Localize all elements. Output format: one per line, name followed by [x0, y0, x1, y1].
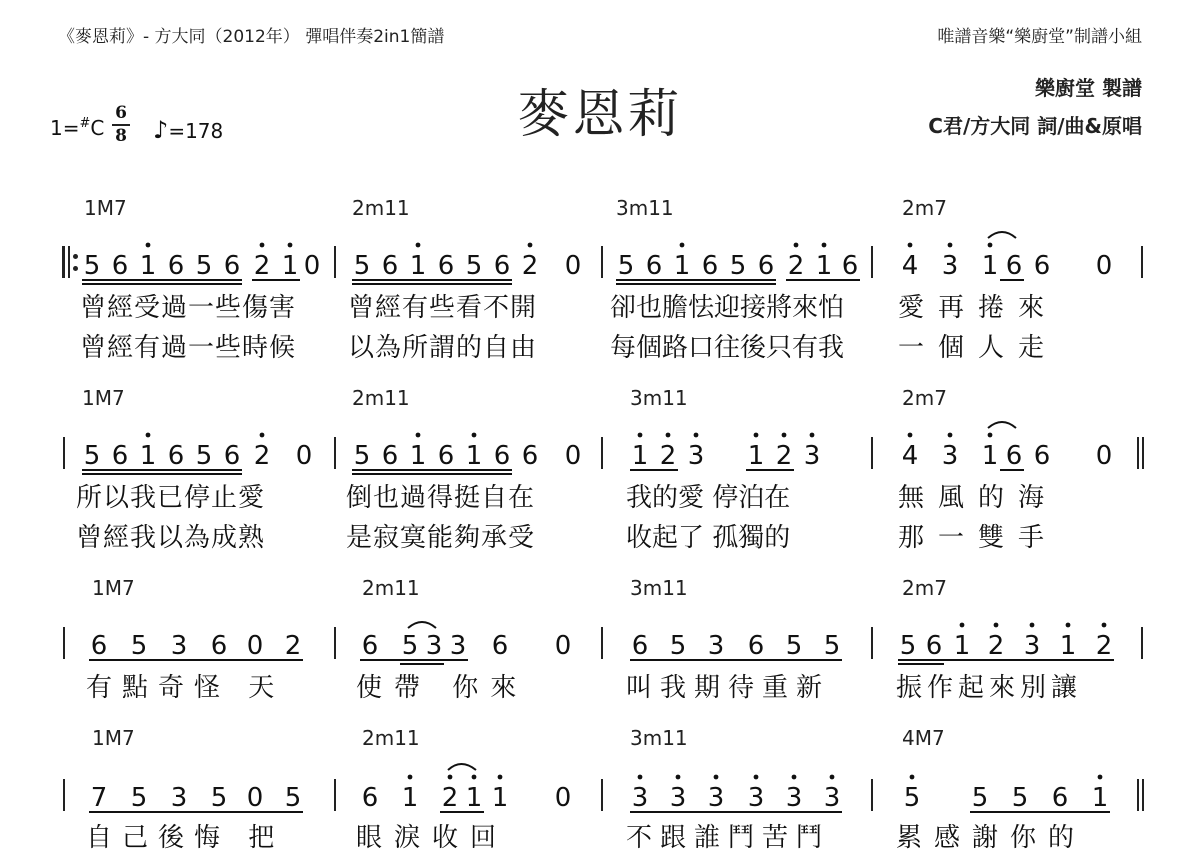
svg-text:3: 3 [941, 251, 959, 281]
svg-text:3: 3 [425, 631, 443, 661]
lyric-line: 那一雙手 [898, 523, 1059, 553]
note: 2 [253, 251, 271, 281]
chord: 2m7 [902, 196, 947, 220]
svg-text:1: 1 [981, 251, 999, 281]
svg-text:6: 6 [757, 251, 775, 281]
lyric-line: 自己後悔 把 [86, 823, 285, 850]
svg-text:1: 1 [747, 441, 765, 471]
chord: 2m11 [352, 386, 410, 410]
svg-text:3: 3 [631, 783, 649, 813]
svg-text:6: 6 [223, 441, 241, 471]
chord: 3m11 [630, 576, 688, 600]
svg-text:5: 5 [899, 631, 917, 661]
svg-text:5: 5 [1011, 783, 1029, 813]
svg-text:6: 6 [1033, 441, 1051, 471]
svg-text:5: 5 [210, 783, 228, 813]
key-note: C [90, 116, 105, 140]
svg-text:5: 5 [465, 251, 483, 281]
lyric-line: 愛再捲來 [898, 293, 1059, 323]
svg-text:5: 5 [83, 441, 101, 471]
svg-text:3: 3 [707, 783, 725, 813]
chord: 4M7 [902, 726, 945, 750]
lyric-line: 以為所謂的自由 [348, 333, 538, 363]
page-title: 麥恩莉 [517, 85, 683, 145]
chord: 2m7 [902, 386, 947, 410]
arranger-credit: 樂廚堂 製譜 [1035, 76, 1142, 100]
svg-text:0: 0 [554, 631, 572, 661]
svg-text:5: 5 [971, 783, 989, 813]
svg-text:2: 2 [441, 783, 459, 813]
svg-text:1: 1 [409, 251, 427, 281]
svg-text:0: 0 [246, 783, 264, 813]
svg-text:5: 5 [669, 631, 687, 661]
eighth-note-icon: ♪ [153, 116, 169, 144]
svg-text:6: 6 [1005, 441, 1023, 471]
chord: 1M7 [92, 576, 135, 600]
svg-text:6: 6 [437, 441, 455, 471]
svg-text:6: 6 [701, 251, 719, 281]
svg-text:0: 0 [295, 441, 313, 471]
note: 0 [303, 251, 321, 281]
svg-text:4: 4 [901, 251, 919, 281]
svg-text:6: 6 [437, 251, 455, 281]
note: 1 [281, 251, 299, 281]
svg-text:5: 5 [353, 251, 371, 281]
svg-text:4: 4 [901, 441, 919, 471]
svg-text:5: 5 [785, 631, 803, 661]
svg-text:5: 5 [130, 783, 148, 813]
chord: 1M7 [92, 726, 135, 750]
lyric-line: 曾經我以為成熟 [76, 523, 266, 553]
svg-text:1: 1 [409, 441, 427, 471]
svg-text:0: 0 [564, 251, 582, 281]
svg-text:6: 6 [381, 441, 399, 471]
lyric-line: 累感謝你的 [896, 823, 1087, 850]
svg-text:6: 6 [645, 251, 663, 281]
chord: 2m11 [362, 726, 420, 750]
svg-text:5: 5 [130, 631, 148, 661]
measure-notes [354, 251, 582, 281]
svg-text:1: 1 [401, 783, 419, 813]
chord: 3m11 [616, 196, 674, 220]
svg-text:1: 1 [815, 251, 833, 281]
svg-text:3: 3 [170, 631, 188, 661]
svg-text:6: 6 [361, 783, 379, 813]
svg-text:0: 0 [554, 783, 572, 813]
note: 1 [139, 251, 157, 281]
svg-text:3: 3 [785, 783, 803, 813]
svg-text:6: 6 [111, 441, 129, 471]
svg-text:6: 6 [493, 251, 511, 281]
svg-text:5: 5 [903, 783, 921, 813]
lyric-line: 倒也過得挺自在 [346, 483, 536, 513]
measure-notes [902, 251, 1113, 281]
svg-text:6: 6 [1005, 251, 1023, 281]
svg-text:6: 6 [1051, 783, 1069, 813]
svg-text:6: 6 [90, 631, 108, 661]
svg-text:1: 1 [1091, 783, 1109, 813]
svg-text:3: 3 [1023, 631, 1041, 661]
svg-text:6: 6 [841, 251, 859, 281]
lyric-line: 叫我期待重新 [626, 673, 831, 703]
lyric-line: 每個路口往後只有我 [610, 333, 845, 363]
note: 5 [83, 251, 101, 281]
header-song-info: 《麥恩莉》- 方大同（2012年） 彈唱伴奏2in1簡譜 [58, 27, 445, 47]
svg-text:6: 6 [210, 631, 228, 661]
lyric-line: 不跟誰鬥苦鬥 [626, 823, 831, 850]
svg-text:3: 3 [941, 441, 959, 471]
svg-text:6: 6 [381, 251, 399, 281]
chord: 1M7 [82, 386, 125, 410]
svg-text:3: 3 [669, 783, 687, 813]
svg-text:6: 6 [167, 441, 185, 471]
measure-notes [618, 251, 859, 281]
svg-text:0: 0 [1095, 251, 1113, 281]
lyric-line: 是寂寞能夠承受 [346, 523, 536, 553]
chord: 2m11 [352, 196, 410, 220]
svg-text:3: 3 [707, 631, 725, 661]
lyric-line: 一個人走 [898, 333, 1059, 363]
svg-text:0: 0 [1095, 441, 1113, 471]
note: 5 [195, 251, 213, 281]
lyric-line: 我的愛 停泊在 [626, 483, 791, 513]
svg-text:5: 5 [823, 631, 841, 661]
svg-text:5: 5 [353, 441, 371, 471]
chord: 2m7 [902, 576, 947, 600]
svg-text:6: 6 [747, 631, 765, 661]
svg-text:7: 7 [90, 783, 108, 813]
svg-text:2: 2 [987, 631, 1005, 661]
svg-text:6: 6 [1033, 251, 1051, 281]
svg-text:1: 1 [465, 441, 483, 471]
svg-text:6: 6 [491, 631, 509, 661]
svg-text:3: 3 [170, 783, 188, 813]
lyric-line: 曾經有過一些時候 [80, 333, 297, 363]
chord: 1M7 [84, 196, 127, 220]
svg-text:2: 2 [284, 631, 302, 661]
sharp-sign: # [79, 116, 91, 131]
svg-text:2: 2 [1095, 631, 1113, 661]
svg-text:1: 1 [139, 441, 157, 471]
svg-text:1: 1 [981, 441, 999, 471]
author-credit: C君/方大同 詞/曲&原唱 [928, 114, 1142, 138]
svg-text:2: 2 [659, 441, 677, 471]
svg-text:5: 5 [195, 441, 213, 471]
svg-text:3: 3 [803, 441, 821, 471]
time-denominator: 8 [115, 126, 127, 146]
chord: 2m11 [362, 576, 420, 600]
note: 6 [111, 251, 129, 281]
svg-text:6: 6 [361, 631, 379, 661]
svg-text:5: 5 [617, 251, 635, 281]
lyric-line: 眼淚收回 [356, 823, 509, 850]
chord: 3m11 [630, 726, 688, 750]
svg-text:1: 1 [631, 441, 649, 471]
svg-text:3: 3 [449, 631, 467, 661]
svg-text:1: 1 [491, 783, 509, 813]
note: 6 [167, 251, 185, 281]
svg-text:5: 5 [401, 631, 419, 661]
svg-text:0: 0 [564, 441, 582, 471]
svg-text:6: 6 [631, 631, 649, 661]
lyric-line: 曾經有些看不開 [348, 293, 538, 323]
svg-text:6: 6 [521, 441, 539, 471]
svg-text:2: 2 [787, 251, 805, 281]
lyric-line: 曾經受過一些傷害 [80, 293, 297, 323]
svg-text:5: 5 [284, 783, 302, 813]
svg-text:1: 1 [1059, 631, 1077, 661]
svg-text:1: 1 [953, 631, 971, 661]
header-publisher: 唯譜音樂“樂廚堂”制譜小組 [937, 27, 1142, 47]
svg-text:1: 1 [465, 783, 483, 813]
lyric-line: 振作起來別讓 [896, 673, 1083, 703]
lyric-line: 收起了 孤獨的 [626, 523, 791, 553]
lyric-line: 無風的海 [898, 483, 1059, 513]
svg-text:3: 3 [687, 441, 705, 471]
svg-text:5: 5 [729, 251, 747, 281]
chord: 3m11 [630, 386, 688, 410]
svg-text:0: 0 [246, 631, 264, 661]
svg-text:6: 6 [493, 441, 511, 471]
note: 6 [223, 251, 241, 281]
lyric-line: 有點奇怪 天 [86, 673, 285, 703]
measure-notes [84, 251, 321, 281]
svg-text:6: 6 [925, 631, 943, 661]
svg-text:3: 3 [823, 783, 841, 813]
svg-text:2: 2 [775, 441, 793, 471]
time-numerator: 6 [115, 103, 127, 123]
lyric-line: 所以我已停止愛 [76, 483, 266, 513]
svg-text:1: 1 [673, 251, 691, 281]
svg-text:2: 2 [521, 251, 539, 281]
lyric-line: 卻也膽怯迎接將來怕 [610, 293, 845, 323]
lyric-line: 使帶 你來 [356, 673, 529, 703]
tempo-value: =178 [168, 119, 224, 143]
svg-text:2: 2 [253, 441, 271, 471]
svg-text:3: 3 [747, 783, 765, 813]
key-prefix: 1= [50, 116, 80, 140]
